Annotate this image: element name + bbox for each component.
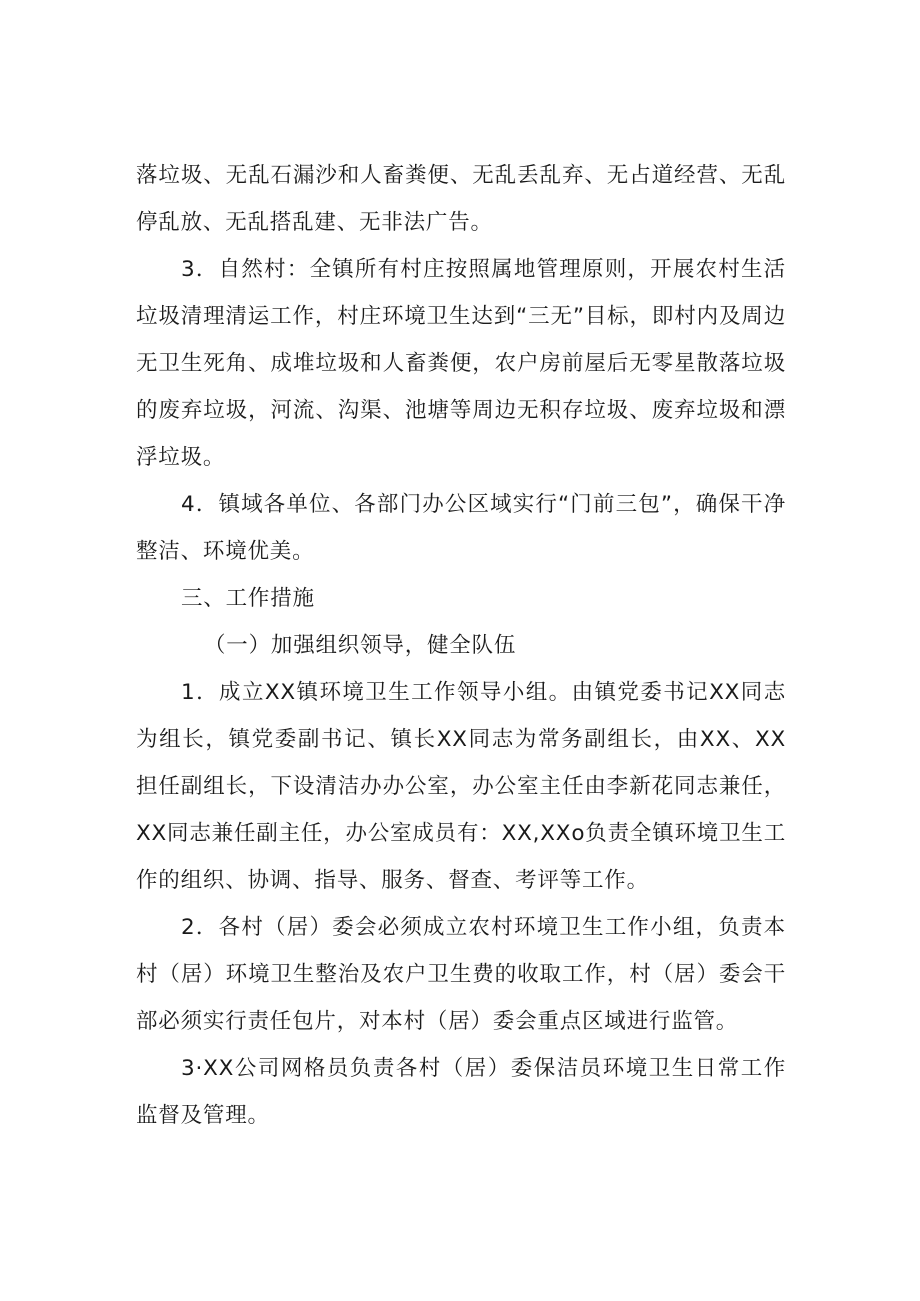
paragraph-measure-3: 3·XX公司网格员负责各村（居）委保洁员环境卫生日常工作监督及管理。 bbox=[136, 1056, 786, 1128]
paragraph-item-4: 4．镇域各单位、各部门办公区域实行“门前三包”，确保干净整洁、环境优美。 bbox=[136, 492, 786, 564]
paragraph-continuation: 落垃圾、无乱石漏沙和人畜粪便、无乱丢乱弃、无占道经营、无乱停乱放、无乱搭乱建、无非法广告。 bbox=[136, 163, 786, 235]
paragraph-measure-1: 1．成立XX镇环境卫生工作领导小组。由镇党委书记XX同志为组长，镇党委副书记、镇长XX同志为常务副组长，由XX、XX担任副组长，下设清洁办办公室，办公室主任由李新花同志兼任，XX同志兼任副主任，办公室成员有：XX,XXo负责全镇环境卫生工作的组织、协调、指导、服务、督查、考评等工作。 bbox=[136, 680, 786, 893]
subsection-heading: （一）加强组织领导，健全队伍 bbox=[204, 633, 517, 658]
paragraph-item-3: 3．自然村：全镇所有村庄按照属地管理原则，开展农村生活垃圾清理清运工作，村庄环境卫生达到“三无”目标，即村内及周边无卫生死角、成堆垃圾和人畜粪便，农户房前屋后无零星散落垃圾的废弃垃圾，河流、沟渠、池塘等周边无积存垃圾、废弃垃圾和漂浮垃圾。 bbox=[136, 257, 786, 470]
document-body bbox=[136, 152, 786, 1139]
paragraph-measure-2: 2．各村（居）委会必须成立农村环境卫生工作小组，负责本村（居）环境卫生整治及农户卫生费的收取工作，村（居）委会干部必须实行责任包片，对本村（居）委会重点区域进行监管。 bbox=[136, 915, 786, 1034]
section-heading: 三、工作措施 bbox=[181, 586, 315, 611]
